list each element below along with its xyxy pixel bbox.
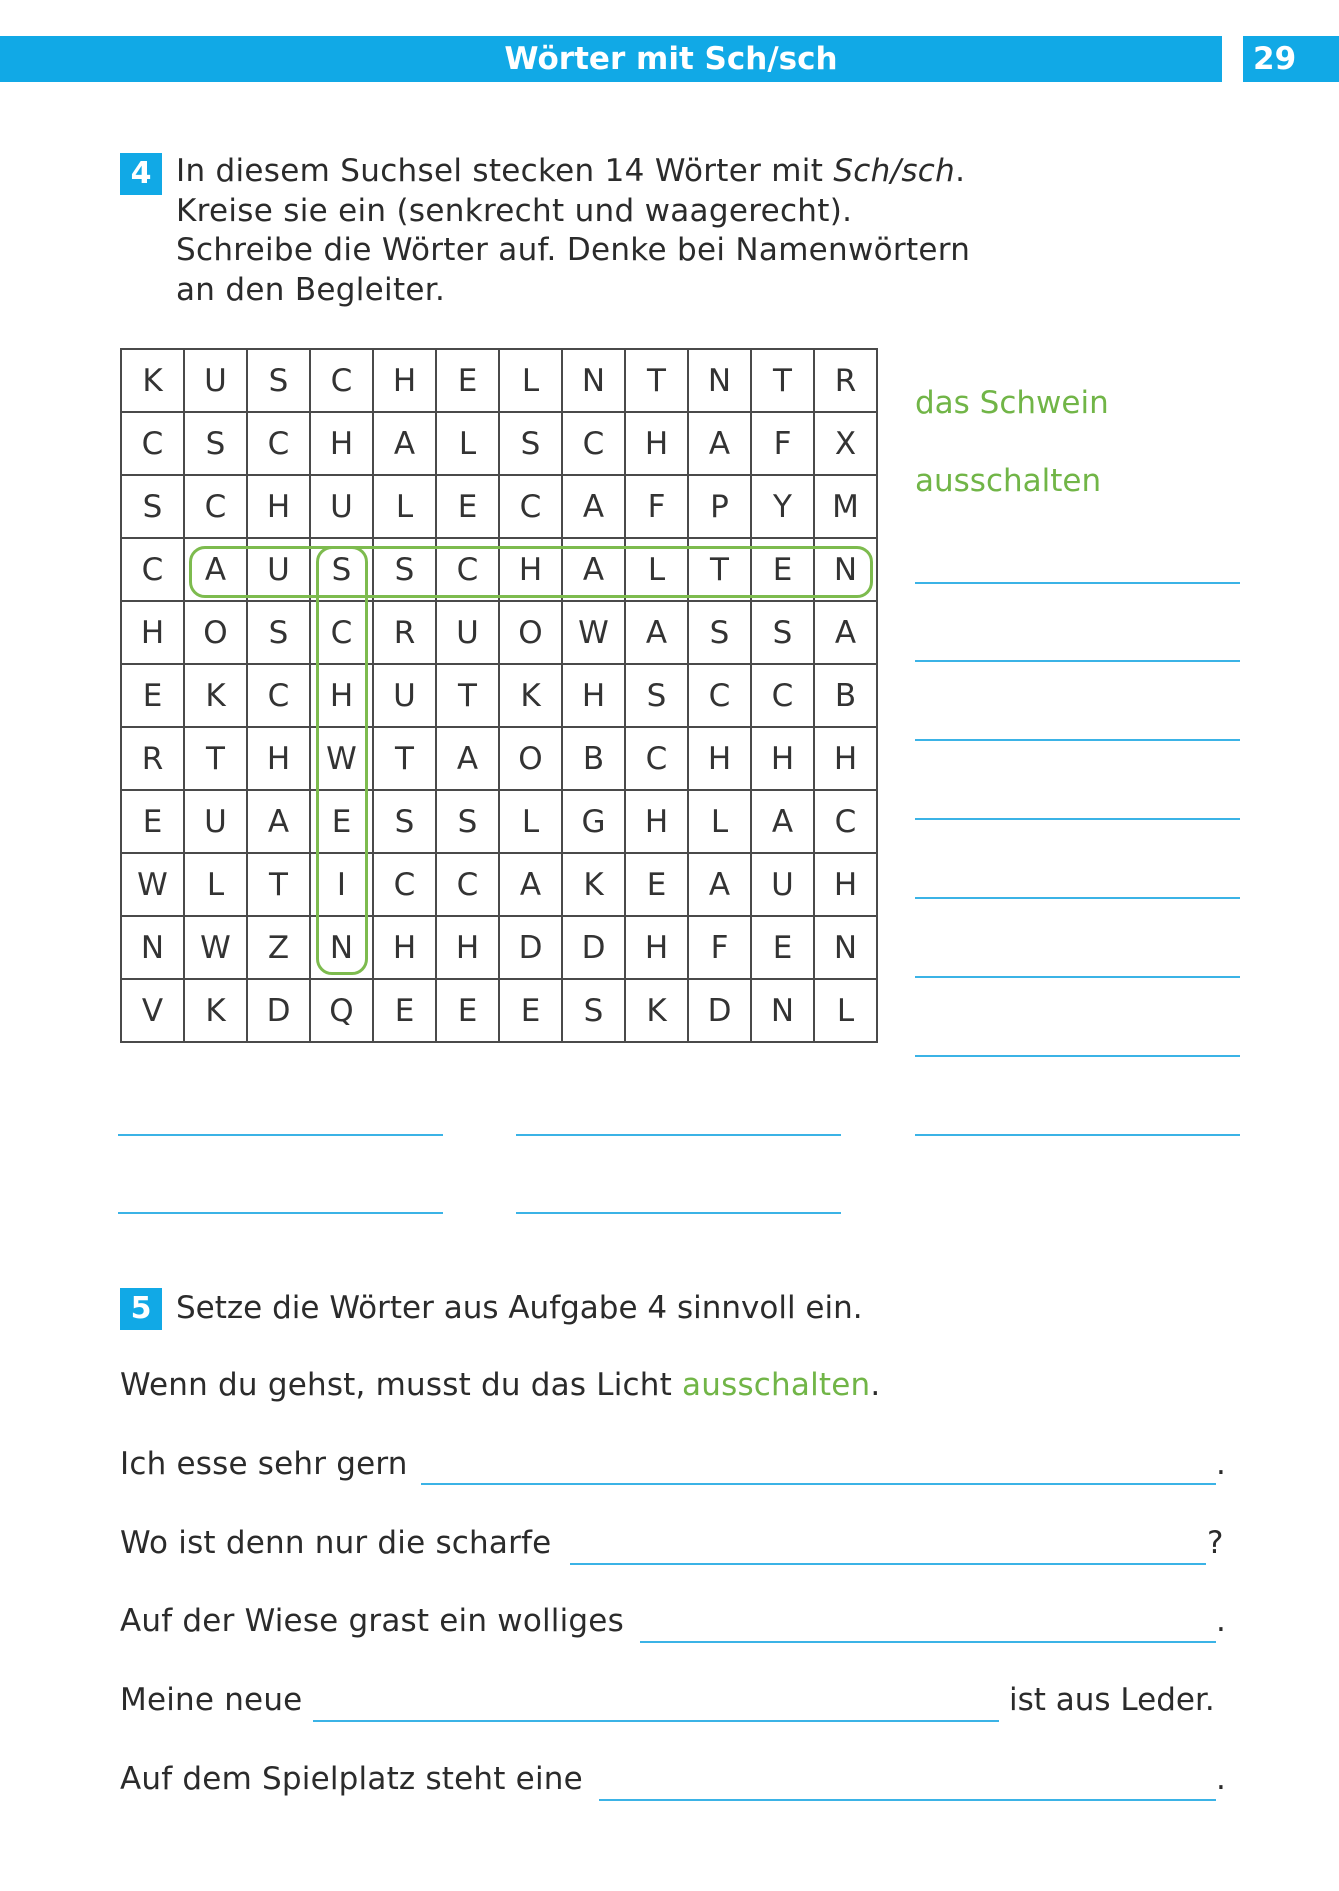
grid-cell[interactable]: A <box>248 791 311 854</box>
grid-cell[interactable]: A <box>689 413 752 476</box>
grid-cell[interactable]: N <box>689 350 752 413</box>
answer-line[interactable] <box>915 1134 1240 1136</box>
fill-line-2[interactable] <box>421 1483 1216 1485</box>
grid-cell[interactable]: H <box>374 350 437 413</box>
grid-cell[interactable]: S <box>248 350 311 413</box>
grid-cell[interactable]: E <box>437 980 500 1043</box>
sentence-1-answer: ausschalten <box>682 1367 871 1403</box>
grid-cell[interactable]: M <box>815 476 878 539</box>
instruction-line-1: In diesem Suchsel stecken 14 Wörter mit <box>176 153 834 189</box>
grid-cell[interactable]: C <box>122 539 185 602</box>
grid-cell[interactable]: E <box>752 917 815 980</box>
grid-cell[interactable]: K <box>500 665 563 728</box>
grid-cell[interactable]: C <box>752 665 815 728</box>
grid-cell[interactable]: L <box>437 413 500 476</box>
answer-line[interactable] <box>516 1212 841 1214</box>
grid-cell[interactable]: N <box>563 350 626 413</box>
grid-cell[interactable]: S <box>374 539 437 602</box>
grid-cell[interactable]: T <box>752 350 815 413</box>
grid-cell[interactable]: H <box>248 728 311 791</box>
answer-line[interactable] <box>915 818 1240 820</box>
grid-cell[interactable]: A <box>185 539 248 602</box>
grid-cell[interactable]: S <box>500 413 563 476</box>
fill-line-3[interactable] <box>570 1563 1206 1565</box>
grid-cell[interactable]: N <box>752 980 815 1043</box>
grid-cell[interactable]: R <box>122 728 185 791</box>
sentence-1 <box>120 1367 880 1403</box>
grid-cell[interactable]: N <box>815 917 878 980</box>
sentence-2-end: . <box>1216 1446 1226 1482</box>
grid-cell[interactable]: A <box>815 602 878 665</box>
grid-cell[interactable]: U <box>374 665 437 728</box>
answer-line[interactable] <box>915 976 1240 978</box>
task-4-instruction <box>176 152 970 310</box>
grid-cell[interactable]: T <box>626 350 689 413</box>
grid-cell[interactable]: Q <box>311 980 374 1043</box>
grid-cell[interactable]: L <box>374 476 437 539</box>
grid-cell[interactable]: W <box>122 854 185 917</box>
grid-cell[interactable]: S <box>563 980 626 1043</box>
grid-cell[interactable]: E <box>437 476 500 539</box>
grid-cell[interactable]: B <box>815 665 878 728</box>
sentence-6: Auf dem Spielplatz steht eine <box>120 1761 583 1797</box>
grid-cell[interactable]: C <box>815 791 878 854</box>
sentence-6-end: . <box>1216 1761 1226 1797</box>
grid-cell[interactable]: E <box>626 854 689 917</box>
grid-cell[interactable]: S <box>311 539 374 602</box>
task-5-instruction: Setze die Wörter aus Aufgabe 4 sinnvoll ein. <box>176 1290 863 1326</box>
sentence-3-end: ? <box>1207 1525 1224 1561</box>
grid-cell[interactable]: A <box>374 413 437 476</box>
grid-cell[interactable]: L <box>626 539 689 602</box>
grid-cell[interactable]: C <box>563 413 626 476</box>
grid-cell[interactable]: R <box>374 602 437 665</box>
grid-cell[interactable]: D <box>689 980 752 1043</box>
grid-cell[interactable]: H <box>626 917 689 980</box>
grid-cell[interactable]: D <box>500 917 563 980</box>
grid-cell[interactable]: A <box>752 791 815 854</box>
grid-cell[interactable]: A <box>437 728 500 791</box>
grid-cell[interactable]: D <box>248 980 311 1043</box>
grid-cell[interactable]: K <box>563 854 626 917</box>
grid-cell[interactable]: C <box>122 413 185 476</box>
grid-cell[interactable]: U <box>752 854 815 917</box>
grid-cell[interactable]: U <box>185 791 248 854</box>
instruction-period: . <box>955 153 966 189</box>
answer-line[interactable] <box>516 1134 841 1136</box>
sentence-5: Meine neue <box>120 1682 303 1718</box>
grid-cell[interactable]: L <box>815 980 878 1043</box>
grid-cell[interactable]: C <box>311 602 374 665</box>
grid-cell[interactable]: W <box>311 728 374 791</box>
grid-cell[interactable]: F <box>752 413 815 476</box>
grid-cell[interactable]: T <box>185 728 248 791</box>
grid-cell[interactable]: A <box>500 854 563 917</box>
grid-cell[interactable]: K <box>626 980 689 1043</box>
answer-line[interactable] <box>915 897 1240 899</box>
grid-cell[interactable]: S <box>437 791 500 854</box>
grid-cell[interactable]: H <box>626 413 689 476</box>
grid-cell[interactable]: T <box>437 665 500 728</box>
grid-cell[interactable]: F <box>626 476 689 539</box>
grid-cell[interactable]: H <box>248 476 311 539</box>
grid-cell[interactable]: S <box>626 665 689 728</box>
task-5-number: 5 <box>120 1288 162 1330</box>
grid-cell[interactable]: U <box>248 539 311 602</box>
grid-cell[interactable]: C <box>248 665 311 728</box>
grid-cell[interactable]: O <box>500 602 563 665</box>
grid-cell[interactable]: O <box>185 602 248 665</box>
answer-line[interactable] <box>915 582 1240 584</box>
grid-cell[interactable]: E <box>752 539 815 602</box>
grid-cell[interactable]: L <box>500 791 563 854</box>
grid-cell[interactable]: H <box>374 917 437 980</box>
grid-cell[interactable]: A <box>563 476 626 539</box>
instruction-line-2: Kreise sie ein (senkrecht und waagerecht). <box>176 192 853 229</box>
sentence-3: Wo ist denn nur die scharfe <box>120 1525 552 1561</box>
grid-cell[interactable]: V <box>122 980 185 1043</box>
grid-cell[interactable]: P <box>689 476 752 539</box>
answer-das-schwein: das Schwein <box>915 385 1109 421</box>
grid-cell[interactable]: H <box>815 854 878 917</box>
word-search-grid <box>120 348 878 1043</box>
grid-cell[interactable]: H <box>311 413 374 476</box>
grid-cell[interactable]: H <box>500 539 563 602</box>
grid-cell[interactable]: T <box>689 539 752 602</box>
highlight-schwein[interactable] <box>316 546 368 975</box>
highlight-ausschalten[interactable] <box>189 546 873 598</box>
grid-cell[interactable]: L <box>500 350 563 413</box>
grid-cell[interactable]: E <box>500 980 563 1043</box>
instruction-italic: Sch/sch <box>833 153 956 189</box>
sentence-4-end: . <box>1216 1603 1226 1639</box>
grid-cell[interactable]: T <box>374 728 437 791</box>
grid-cell[interactable]: U <box>437 602 500 665</box>
grid-cell[interactable]: C <box>689 665 752 728</box>
grid-cell[interactable]: X <box>815 413 878 476</box>
grid-cell[interactable]: C <box>374 854 437 917</box>
sentence-2: Ich esse sehr gern <box>120 1446 408 1482</box>
grid-cell[interactable]: I <box>311 854 374 917</box>
answer-line[interactable] <box>118 1134 443 1136</box>
grid-cell[interactable]: A <box>626 602 689 665</box>
grid-cell[interactable]: F <box>689 917 752 980</box>
grid-cell[interactable]: C <box>311 350 374 413</box>
answer-line[interactable] <box>915 739 1240 741</box>
grid-cell[interactable]: C <box>500 476 563 539</box>
grid-cell[interactable]: A <box>689 854 752 917</box>
grid-cell[interactable]: B <box>563 728 626 791</box>
grid-cell[interactable]: K <box>185 665 248 728</box>
grid-cell[interactable]: E <box>122 791 185 854</box>
grid-cell[interactable]: U <box>185 350 248 413</box>
fill-line-5[interactable] <box>313 1720 999 1722</box>
grid-cell[interactable]: H <box>563 665 626 728</box>
grid-cell[interactable]: L <box>689 791 752 854</box>
page-title: Wörter mit Sch/sch <box>504 41 838 77</box>
grid-cell[interactable]: O <box>500 728 563 791</box>
grid-cell[interactable]: H <box>752 728 815 791</box>
instruction-line-4: an den Begleiter. <box>176 271 446 308</box>
sentence-1-text: Wenn du gehst, musst du das Licht <box>120 1367 683 1403</box>
grid-cell[interactable]: C <box>626 728 689 791</box>
grid-cell[interactable]: S <box>689 602 752 665</box>
grid-cell[interactable]: A <box>563 539 626 602</box>
grid-cell[interactable]: C <box>437 854 500 917</box>
instruction-line-3: Schreibe die Wörter auf. Denke bei Namenwörtern <box>176 232 971 268</box>
page-number: 29 <box>1243 36 1339 82</box>
grid-cell[interactable]: G <box>563 791 626 854</box>
grid-cell[interactable]: K <box>122 350 185 413</box>
grid-cell[interactable]: U <box>311 476 374 539</box>
word-search <box>120 348 876 1041</box>
grid-cell[interactable]: S <box>248 602 311 665</box>
grid-cell[interactable]: C <box>185 476 248 539</box>
grid-cell[interactable]: W <box>185 917 248 980</box>
answer-line[interactable] <box>118 1212 443 1214</box>
grid-cell[interactable]: N <box>815 539 878 602</box>
sentence-5-end: ist aus Leder. <box>1009 1682 1215 1718</box>
task-4-number: 4 <box>120 153 162 195</box>
grid-cell[interactable]: E <box>374 980 437 1043</box>
grid-cell[interactable]: S <box>122 476 185 539</box>
grid-cell[interactable]: S <box>185 413 248 476</box>
grid-cell[interactable]: T <box>248 854 311 917</box>
answer-line[interactable] <box>915 1055 1240 1057</box>
grid-cell[interactable]: D <box>563 917 626 980</box>
grid-cell[interactable]: H <box>626 791 689 854</box>
grid-cell[interactable]: K <box>185 980 248 1043</box>
fill-line-4[interactable] <box>640 1641 1216 1643</box>
grid-cell[interactable]: N <box>311 917 374 980</box>
grid-cell[interactable]: H <box>815 728 878 791</box>
grid-cell[interactable]: H <box>311 665 374 728</box>
sentence-4: Auf der Wiese grast ein wolliges <box>120 1603 624 1639</box>
grid-cell[interactable]: H <box>437 917 500 980</box>
grid-cell[interactable]: W <box>563 602 626 665</box>
grid-cell[interactable]: H <box>122 602 185 665</box>
answer-line[interactable] <box>915 660 1240 662</box>
grid-cell[interactable]: H <box>689 728 752 791</box>
fill-line-6[interactable] <box>599 1799 1216 1801</box>
grid-cell[interactable]: S <box>374 791 437 854</box>
grid-cell[interactable]: N <box>122 917 185 980</box>
sentence-1-end: . <box>870 1367 881 1403</box>
answer-ausschalten: ausschalten <box>915 463 1102 499</box>
grid-cell[interactable]: Y <box>752 476 815 539</box>
grid-cell[interactable]: C <box>248 413 311 476</box>
grid-cell[interactable]: E <box>437 350 500 413</box>
grid-cell[interactable]: L <box>185 854 248 917</box>
grid-cell[interactable]: E <box>311 791 374 854</box>
grid-cell[interactable]: R <box>815 350 878 413</box>
grid-cell[interactable]: E <box>122 665 185 728</box>
grid-cell[interactable]: S <box>752 602 815 665</box>
grid-cell[interactable]: Z <box>248 917 311 980</box>
grid-cell[interactable]: C <box>437 539 500 602</box>
